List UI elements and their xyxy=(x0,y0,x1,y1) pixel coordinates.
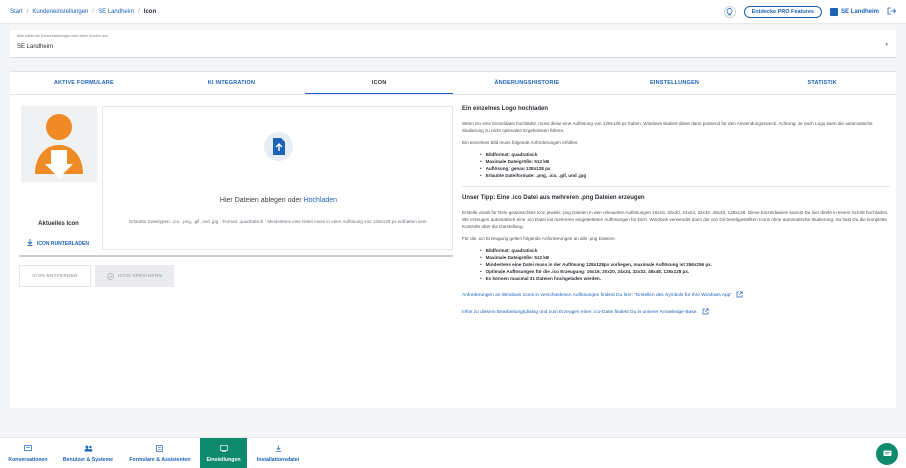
nav-label: Einstellungen xyxy=(206,456,241,463)
knowledge-base-link[interactable] xyxy=(462,308,890,317)
external-link-icon xyxy=(736,291,743,300)
list-item: • Erlaubte Dateiformate: .png, .ico, .gif, und .jpg xyxy=(480,172,890,179)
nav-label: Konversationen xyxy=(8,456,48,463)
nav-installation-file[interactable] xyxy=(251,438,305,468)
nav-label: Benutzer & Systeme xyxy=(62,456,114,463)
windows-icons-link[interactable] xyxy=(462,291,890,300)
customer-select[interactable] xyxy=(10,30,896,58)
users-icon xyxy=(84,445,93,454)
nav-label: Installationsdatei xyxy=(256,456,300,463)
nav-conversations[interactable] xyxy=(5,438,51,468)
current-icon-panel xyxy=(19,106,98,250)
tab-bar xyxy=(10,72,896,95)
external-link-icon xyxy=(702,308,709,317)
dropzone-text xyxy=(103,197,454,204)
tab-statistics[interactable]: STATISTIK xyxy=(807,80,837,86)
list-item: • Maximale Dateigröße: 512 kB xyxy=(480,158,890,165)
breadcrumb-customer-settings[interactable]: Kundeneinstellungen xyxy=(32,8,89,15)
settings-card xyxy=(10,71,896,408)
form-icon xyxy=(156,445,164,454)
chevron-down-icon: ▾ xyxy=(885,42,888,48)
lightbulb-icon[interactable] xyxy=(724,6,736,18)
single-logo-text: Wenn Du eine Einzeldatei hochlädst, muss diese eine Auflösung von 128x128 px haben. Windows skaliert diese dann passend für den Anwendungszweck. Achtung: Je nach Logo kann die automatische Skalierung zu nicht optimalen Ergebnissen führen. xyxy=(462,121,873,133)
save-icon-button[interactable] xyxy=(95,265,174,287)
settings-icon xyxy=(220,445,228,454)
dropzone-hint: Erlaubte Dateitypen: .ico, .png, .gif, und .jpg · Format: quadratisch · Mindestens eine Datei muss in einer Auflösung von 128x128 px enthalten sein. xyxy=(129,219,428,224)
single-logo-heading: Ein einzelnes Logo hochladen xyxy=(462,106,549,112)
current-icon-preview xyxy=(21,106,97,182)
chat-icon xyxy=(24,445,32,454)
list-item: • Auflösung: genau 128x128 px xyxy=(480,165,890,172)
save-label: ICON SPEICHERN xyxy=(117,273,163,279)
breadcrumb-separator: / xyxy=(92,8,95,15)
list-item: • Maximale Dateigröße: 512 kB xyxy=(480,254,890,261)
top-bar xyxy=(0,0,906,24)
logout-icon[interactable] xyxy=(887,7,896,17)
list-item: • Es können maximal 31 Dateien hochgeladen werden. xyxy=(480,275,890,282)
pro-features-button[interactable]: Entdecke PRO Features xyxy=(744,6,822,18)
tab-icon[interactable]: ICON xyxy=(305,72,453,94)
single-logo-requirements-intro: Ein einzelnes Bild muss folgende Anforderungen erfüllen: xyxy=(462,140,579,145)
tab-settings[interactable]: EINSTELLUNGEN xyxy=(650,80,700,86)
check-circle-icon xyxy=(107,273,114,280)
current-icon-title: Aktuelles Icon xyxy=(38,221,79,227)
nav-users-systems[interactable] xyxy=(57,438,119,468)
chat-fab-icon[interactable] xyxy=(876,443,898,465)
tab-ai-integration[interactable]: KI INTEGRATION xyxy=(207,80,256,86)
breadcrumb-current: Icon xyxy=(143,8,157,15)
tip-requirements-intro: Für die .ico Erzeugung gelten folgende Anforderungen an alle .png Dateien: xyxy=(462,236,616,241)
tab-change-history[interactable]: ÄNDERUNGSHISTORIE xyxy=(494,80,560,86)
customer-select-value: SE Landheim xyxy=(17,44,54,50)
app-logo-icon xyxy=(21,106,97,182)
dropzone-label: Hier Dateien ablegen oder xyxy=(219,197,302,204)
list-item: • Bildformat: quadratisch xyxy=(480,151,890,158)
file-dropzone[interactable] xyxy=(102,106,453,250)
divider xyxy=(19,255,453,257)
breadcrumb-customer[interactable]: SE Landheim xyxy=(98,8,135,15)
upload-link[interactable]: Hochladen xyxy=(303,197,338,204)
info-panel xyxy=(462,106,890,317)
nav-forms-assistants[interactable] xyxy=(124,438,196,468)
single-logo-requirements xyxy=(462,151,890,179)
tip-heading: Unser Tipp: Eine .ico Datei aus mehreren .png Dateien erzeugen xyxy=(462,195,645,201)
remove-icon-button[interactable]: ICON ENTFERNEN xyxy=(19,265,91,287)
breadcrumb-separator: / xyxy=(138,8,140,15)
user-name: SE Landheim xyxy=(840,8,879,15)
tab-active-forms[interactable]: AKTIVE FORMULARE xyxy=(53,80,114,86)
upload-icon xyxy=(264,132,293,161)
tip-requirements xyxy=(462,247,890,282)
tip-text: Erstelle vorab für Dein gewünschtes Icon jeweils .png Dateien in den relevanten Auflösungen 16x16, 20x20, 24x24, 32x32, 48x48, 128x128. Diese Einzeldateien kannst Du hier direkt in einem Schritt hochladen. Wir erzeugen automatisch eine .ico Datei mit mehreren eingebetteten Auflösungen für Dich. Windows verwendet dann die von Dir bereitgestellten Icons ohne automatische Skalierung. So hast Du die komplette Kontrolle über die Darstellung. xyxy=(462,210,889,229)
breadcrumb-start[interactable]: Start xyxy=(10,8,23,15)
download-icon xyxy=(27,239,33,248)
list-item: • Bildformat: quadratisch xyxy=(480,247,890,254)
bottom-nav xyxy=(0,437,906,468)
user-badge-icon xyxy=(830,8,838,16)
user-menu[interactable] xyxy=(830,8,879,16)
windows-icons-link-text: Anforderungen an Windows Icons in verschiedenen Auflösungen findest Du hier: "Erstellen des Symbols für Ihre Windows App" xyxy=(462,293,733,298)
download-icon xyxy=(275,445,282,454)
breadcrumb xyxy=(10,9,156,15)
knowledge-base-link-text: Infos zu diesem Bearbeitungsdialog und zum Erzeugen einer .ico-Datei findest Du in unserer Knowledge-Base. xyxy=(462,310,698,315)
nav-label: Formulare & Assistenten xyxy=(129,456,191,463)
list-item: • Optimale Auflösungen für die .ico Erzeugung: 16x16, 20x20, 24x24, 32x32, 48x48, 128x128 px. xyxy=(480,268,890,275)
breadcrumb-separator: / xyxy=(26,8,29,15)
list-item: • Mindestens eine Datei muss in der Auflösung 128x128px vorliegen, maximale Auflösung ist 256x256 px. xyxy=(480,261,890,268)
customer-select-label: Bitte wähle die Kontoeinstellungen oder einen Kunden aus xyxy=(17,34,108,38)
download-label: ICON RUNTERLADEN xyxy=(37,240,89,247)
download-icon-button[interactable] xyxy=(27,239,89,248)
nav-settings[interactable] xyxy=(200,438,247,468)
